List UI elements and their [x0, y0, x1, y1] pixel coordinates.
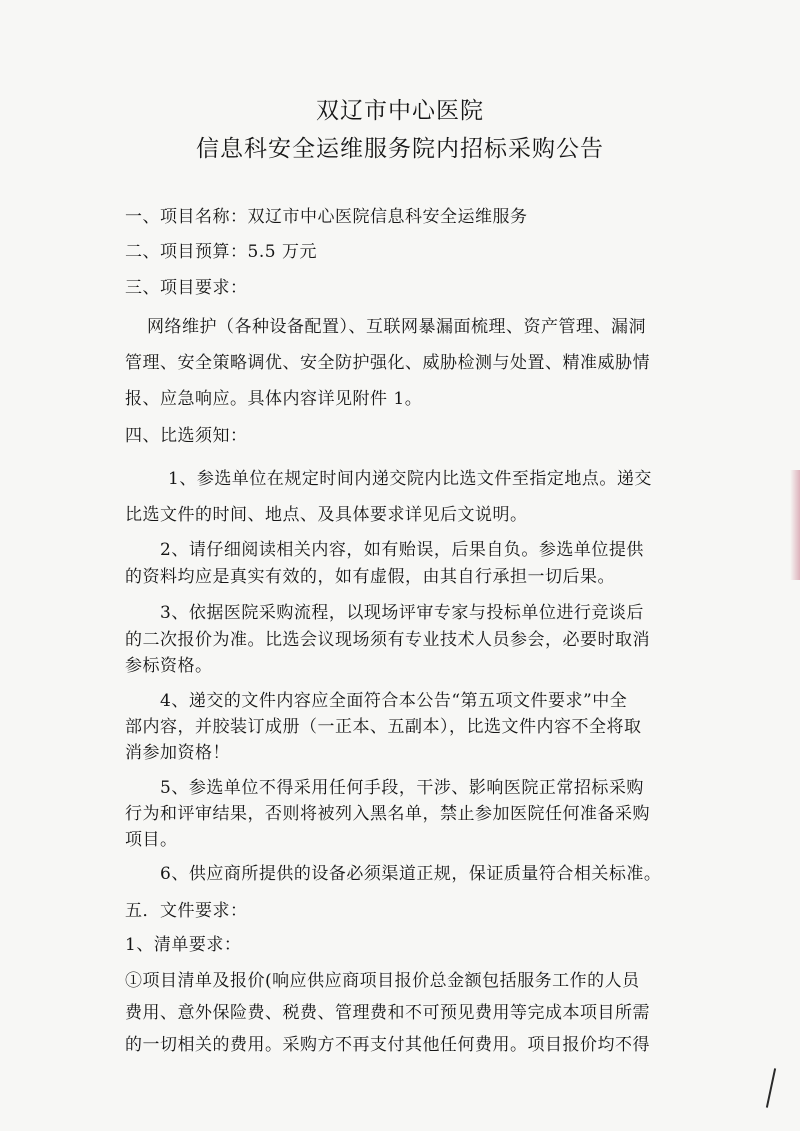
- requirements-line: 报、应急响应。具体内容详见附件 1。: [125, 389, 423, 409]
- notice-item-4-line: 4、递交的文件内容应全面符合本公告“第五项文件要求”中全: [160, 691, 628, 711]
- section-project-name: 一、项目名称：双辽市中心医院信息科安全运维服务: [125, 207, 528, 227]
- requirements-line: 管理、安全策略调优、安全防护强化、威胁检测与处置、精准威胁情: [125, 353, 650, 373]
- requirements-line: 网络维护（各种设备配置）、互联网暴漏面梳理、资产管理、漏洞: [147, 317, 646, 337]
- notice-item-3-line: 参标资格。: [125, 656, 213, 676]
- notice-item-3-line: 3、依据医院采购流程，以现场评审专家与投标单位进行竞谈后: [160, 603, 644, 623]
- notice-item-5-line: 行为和评审结果，否则将被列入黑名单，禁止参加医院任何准备采购: [125, 804, 650, 824]
- notice-item-1-line: 比选文件的时间、地点、及具体要求详见后文说明。: [125, 505, 528, 525]
- notice-item-5-line: 5、参选单位不得采用任何手段，干涉、影响医院正常招标采购: [160, 778, 644, 798]
- section-project-requirements: 三、项目要求：: [125, 278, 248, 298]
- notice-item-5-line: 项目。: [125, 830, 178, 850]
- pen-mark: [766, 1068, 776, 1108]
- notice-item-4-line: 部内容，并胶装订成册（一正本、五副本），比选文件内容不全将取: [125, 717, 642, 737]
- list-requirement-line: 的一切相关的费用。采购方不再支付其他任何费用。项目报价均不得: [125, 1035, 650, 1055]
- notice-item-6-line: 6、供应商所提供的设备必须渠道正规，保证质量符合相关标准。: [160, 864, 662, 884]
- notice-item-2-line: 2、请仔细阅读相关内容，如有贻误，后果自负。参选单位提供: [160, 540, 644, 560]
- notice-item-4-line: 消参加资格！: [125, 743, 230, 763]
- notice-item-2-line: 的资料均应是真实有效的，如有虚假，由其自行承担一切后果。: [125, 567, 615, 587]
- section-project-budget: 二、项目预算：5.5 万元: [125, 242, 317, 262]
- list-requirement-line: 费用、意外保险费、税费、管理费和不可预见费用等完成本项目所需: [125, 1003, 650, 1023]
- section-selection-notice: 四、比选须知：: [125, 426, 248, 446]
- subsection-list-requirements: 1、清单要求：: [125, 935, 242, 955]
- document-title-announcement: 信息科安全运维服务院内招标采购公告: [196, 136, 604, 162]
- document-title-hospital: 双辽市中心医院: [316, 98, 484, 124]
- notice-item-1-line: 1、参选单位在规定时间内递交院内比选文件至指定地点。递交: [168, 469, 652, 489]
- scan-edge-shadow: [790, 470, 800, 580]
- section-document-requirements: 五．文件要求：: [125, 901, 248, 921]
- notice-item-3-line: 的二次报价为准。比选会议现场须有专业技术人员参会，必要时取消: [125, 630, 650, 650]
- list-requirement-line: ①项目清单及报价(响应供应商项目报价总金额包括服务工作的人员: [125, 971, 640, 991]
